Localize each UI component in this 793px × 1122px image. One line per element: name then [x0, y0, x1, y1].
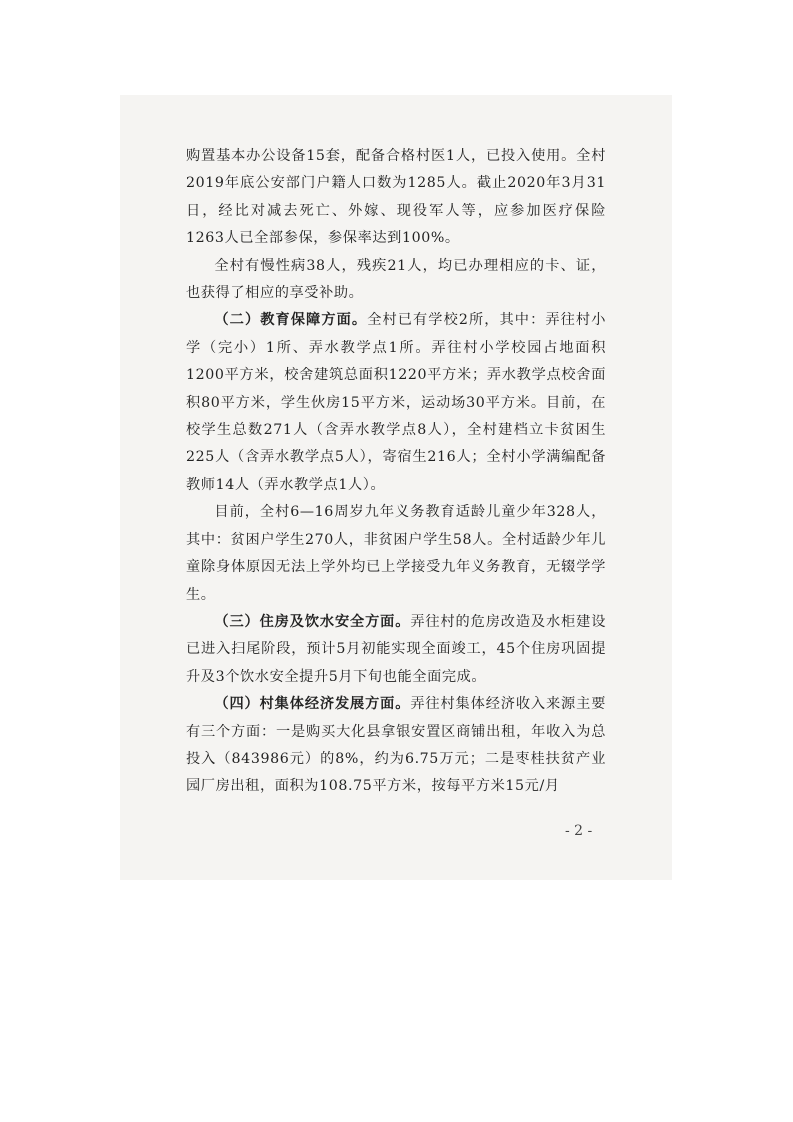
- paragraph-housing-text: 弄往村的危房改造及水柜建设已进入扫尾阶段，预计5月初能实现全面竣工，45个住房巩固提升及3个饮水安全提升5月下旬也能全面完成。: [186, 613, 606, 685]
- page-number: - 2 -: [565, 823, 593, 839]
- paragraph-education: [186, 307, 606, 499]
- heading-education: （二）教育保障方面。: [214, 312, 368, 329]
- paragraph-2: [186, 253, 606, 308]
- heading-economy: （四）村集体经济发展方面。: [214, 696, 411, 713]
- paragraph-4: [186, 499, 606, 609]
- paragraph-economy-text: 弄往村集体经济收入来源主要有三个方面：一是购买大化县拿银安置区商铺出租，年收入为总投入（843986元）的8%，约为6.75万元；二是枣桂扶贫产业园厂房出租，面积为108.75平方米，按每平方米15元/月: [186, 696, 606, 795]
- paragraph-1: [186, 143, 606, 253]
- paragraph-4-text: 目前，全村6—16周岁九年义务教育适龄儿童少年328人，其中：贫困户学生270人，非贫困户学生58人。全村适龄少年儿童除身体原因无法上学外均已上学接受九年义务教育，无辍学学生。: [186, 504, 606, 603]
- document-body: [186, 143, 606, 801]
- paragraph-education-text: 全村已有学校2所，其中：弄往村小学（完小）1所、弄水教学点1所。弄往村小学校园占地面积1200平方米，校舍建筑总面积1220平方米；弄水教学点校舍面积80平方米，学生伙房15平方米，运动场30平方米。目前，在校学生总数271人（含弄水教学点8人），全村建档立卡贫困生225人（含弄水教学点5人），寄宿生216人；全村小学满编配备教师14人（弄水教学点1人）。: [186, 312, 606, 493]
- paragraph-1-text: 购置基本办公设备15套，配备合格村医1人，已投入使用。全村2019年底公安部门户籍人口数为1285人。截止2020年3月31日，经比对减去死亡、外嫁、现役军人等，应参加医疗保险1263人已全部参保，参保率达到100%。: [186, 148, 606, 247]
- paragraph-housing: [186, 609, 606, 691]
- paragraph-2-text: 全村有慢性病38人，残疾21人，均已办理相应的卡、证，也获得了相应的享受补助。: [186, 257, 606, 302]
- paragraph-economy: [186, 691, 606, 801]
- heading-housing: （三）住房及饮水安全方面。: [214, 613, 411, 630]
